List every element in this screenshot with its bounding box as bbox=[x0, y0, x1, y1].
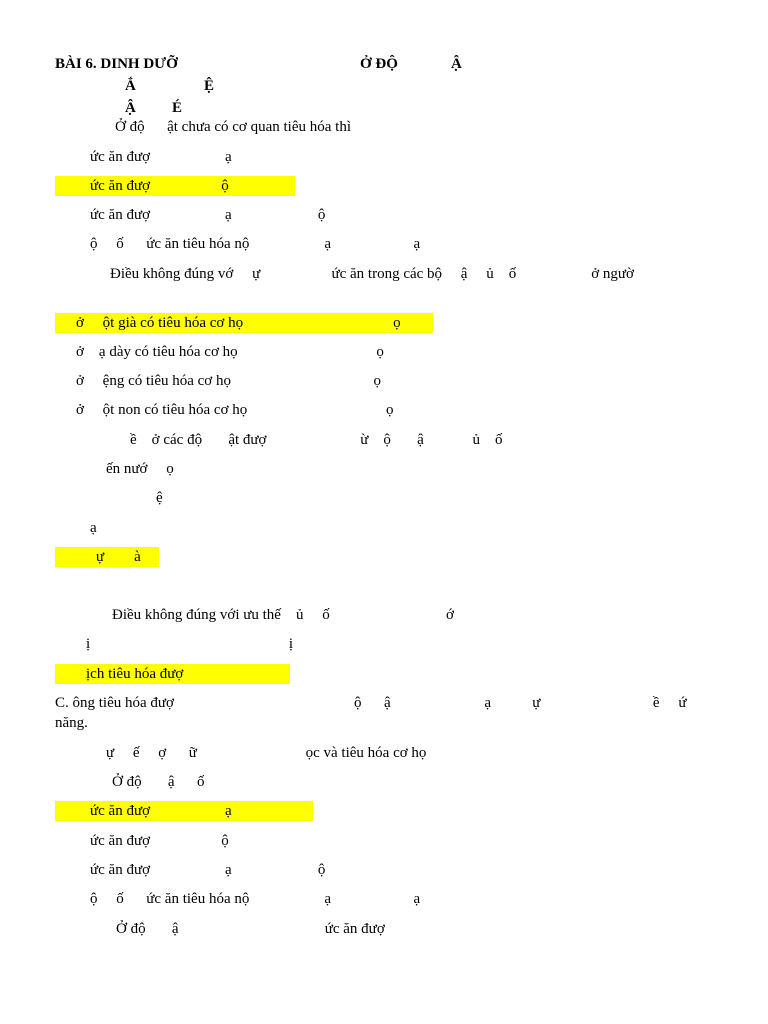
title-part-4: Ắ bbox=[125, 78, 136, 94]
question-2-option-c: ở ệng có tiêu hóa cơ họ ọ bbox=[76, 373, 381, 389]
question-5-stem: Ở độ ậ ố bbox=[112, 774, 205, 790]
question-4-option-a: ị ị bbox=[86, 636, 294, 652]
question-2-stem: Điều không đúng vớ ự ức ăn trong các bộ ậ ủ ố ở ngườ bbox=[110, 266, 634, 282]
question-3-stem: ề ở các độ ật đượ ừ ộ ậ ủ ố bbox=[130, 432, 503, 448]
question-5-option-c: ức ăn đượ ạ ộ bbox=[90, 862, 326, 878]
question-3-option-c: ạ bbox=[90, 520, 97, 536]
title-part-5: Ệ bbox=[204, 78, 215, 94]
question-2-option-b: ở ạ dày có tiêu hóa cơ họ ọ bbox=[76, 344, 384, 360]
title-part-2: Ở ĐỘ bbox=[360, 56, 398, 72]
question-3-option-a: ến nướ ọ bbox=[106, 461, 174, 477]
title-part-6: Ậ bbox=[125, 100, 136, 116]
question-1-option-d: ộ ố ức ăn tiêu hóa nộ ạ ạ bbox=[90, 236, 421, 252]
question-4-stem: Điều không đúng với ưu thế ủ ố ớ bbox=[112, 607, 454, 623]
question-2-option-d: ở ột non có tiêu hóa cơ họ ọ bbox=[76, 402, 394, 418]
question-5-option-d: ộ ố ức ăn tiêu hóa nộ ạ ạ bbox=[90, 891, 421, 907]
title-part-3: Ậ bbox=[451, 56, 462, 72]
question-1-option-a: ức ăn đượ ạ bbox=[90, 149, 232, 165]
question-5-option-b: ức ăn đượ ộ bbox=[90, 833, 229, 849]
question-2-option-a: ở ột già có tiêu hóa cơ họ ọ bbox=[76, 315, 401, 331]
question-1-option-c: ức ăn đượ ạ ộ bbox=[90, 207, 326, 223]
question-3-option-b: ệ bbox=[156, 490, 163, 506]
question-4-option-c: C. ông tiêu hóa đượ ộ ậ ạ ự ề ứ bbox=[55, 695, 687, 711]
question-1-option-b: ức ăn đượ ộ bbox=[90, 178, 229, 194]
question-3-option-d: ự à bbox=[96, 549, 141, 565]
question-6-stem: Ở độ ậ ức ăn đượ bbox=[116, 921, 385, 937]
title-part-1: BÀI 6. DINH DƯỠ bbox=[55, 56, 178, 72]
title-part-7: É bbox=[172, 100, 183, 116]
question-1-stem: Ở độ ật chưa có cơ quan tiêu hóa thì bbox=[115, 119, 351, 135]
question-4-option-b: ịch tiêu hóa đượ bbox=[86, 666, 184, 682]
question-5-option-a: ức ăn đượ ạ bbox=[90, 803, 232, 819]
question-4-option-d: ự ế ợ ữ ọc và tiêu hóa cơ họ bbox=[106, 745, 427, 761]
question-4-option-c-continued: năng. bbox=[55, 715, 88, 731]
